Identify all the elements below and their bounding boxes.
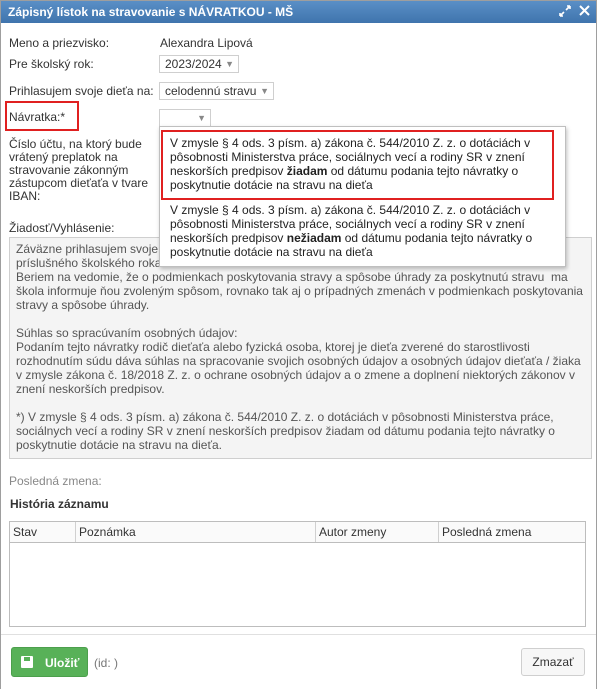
history-table — [9, 521, 586, 627]
column-header-autor[interactable]: Autor zmeny — [316, 522, 439, 542]
account-label — [9, 138, 148, 203]
name-value: Alexandra Lipová — [160, 36, 253, 50]
chevron-down-icon: ▼ — [260, 86, 269, 96]
option-highlight — [161, 130, 554, 200]
request-textarea[interactable] — [9, 237, 592, 459]
history-title: História záznamu — [10, 497, 109, 511]
request-label: Žiadosť/Vyhlásenie: — [9, 221, 115, 235]
chevron-down-icon: ▼ — [225, 59, 234, 69]
save-button-label: Uložiť — [45, 656, 80, 670]
year-select-value: 2023/2024 — [165, 57, 222, 71]
option-text: V zmysle § 4 ods. 3 písm. a) zákona č. 544/2010 Z. z. o dotáciách v pôsobnosti Ministerstva práce, sociálnych vecí a rodiny SR v znení neskorších predpisov — [170, 203, 531, 245]
navratka-option-neziadam[interactable] — [170, 203, 550, 259]
enroll-label: Prihlasujem svoje dieťa na: — [9, 84, 154, 98]
floppy-disk-icon — [21, 656, 33, 668]
last-change-label: Posledná zmena: — [9, 474, 102, 488]
enroll-select[interactable] — [159, 82, 274, 100]
option-text-bold: nežiadam — [286, 231, 342, 245]
enroll-select-value: celodennú stravu — [165, 84, 257, 98]
column-header-posledna-zmena[interactable]: Posledná zmena — [442, 525, 532, 539]
close-icon[interactable] — [577, 5, 591, 19]
window-title: Zápisný lístok na stravovanie s NÁVRATKOU - MŠ — [8, 5, 294, 19]
option-text: od dátumu podania tejto návratky o poskytnutie dotácie na stravu na dieťa — [170, 164, 519, 192]
account-label-line: vrátený preplatok na — [9, 150, 118, 164]
history-table-header — [10, 522, 585, 543]
account-label-line: IBAN: — [9, 189, 41, 203]
account-label-line: zástupcom dieťaťa v tvare — [9, 176, 149, 190]
year-label: Pre školský rok: — [9, 57, 94, 71]
navratka-select[interactable] — [159, 109, 211, 127]
name-label: Meno a priezvisko: — [9, 36, 110, 50]
option-text: od dátumu podania tejto návratky o poskytnutie dotácie na stravu na dieťa — [170, 231, 533, 259]
dialog-footer — [1, 634, 596, 689]
account-label-line: Číslo účtu, na ktorý bude — [9, 137, 142, 151]
record-id: (id: ) — [94, 656, 118, 670]
expand-icon[interactable] — [558, 5, 572, 19]
year-select[interactable] — [159, 55, 239, 73]
account-label-line: stravovanie zákonným — [9, 163, 129, 177]
option-text: V zmysle § 4 ods. 3 písm. a) zákona č. 544/2010 Z. z. o dotáciách v pôsobnosti Ministerstva práce, sociálnych vecí a rodiny SR v znení neskorších predpisov — [170, 136, 531, 178]
navratka-dropdown-list — [159, 126, 566, 267]
column-header-poznamka[interactable]: Poznámka — [76, 522, 316, 542]
column-header-stav[interactable]: Stav — [10, 522, 76, 542]
save-button[interactable] — [11, 647, 88, 677]
navratka-label: Návratka:* — [9, 110, 66, 124]
title-bar — [1, 1, 596, 23]
option-text-bold: žiadam — [286, 164, 328, 178]
delete-button[interactable]: Zmazať — [521, 648, 585, 676]
chevron-down-icon: ▼ — [197, 113, 206, 123]
